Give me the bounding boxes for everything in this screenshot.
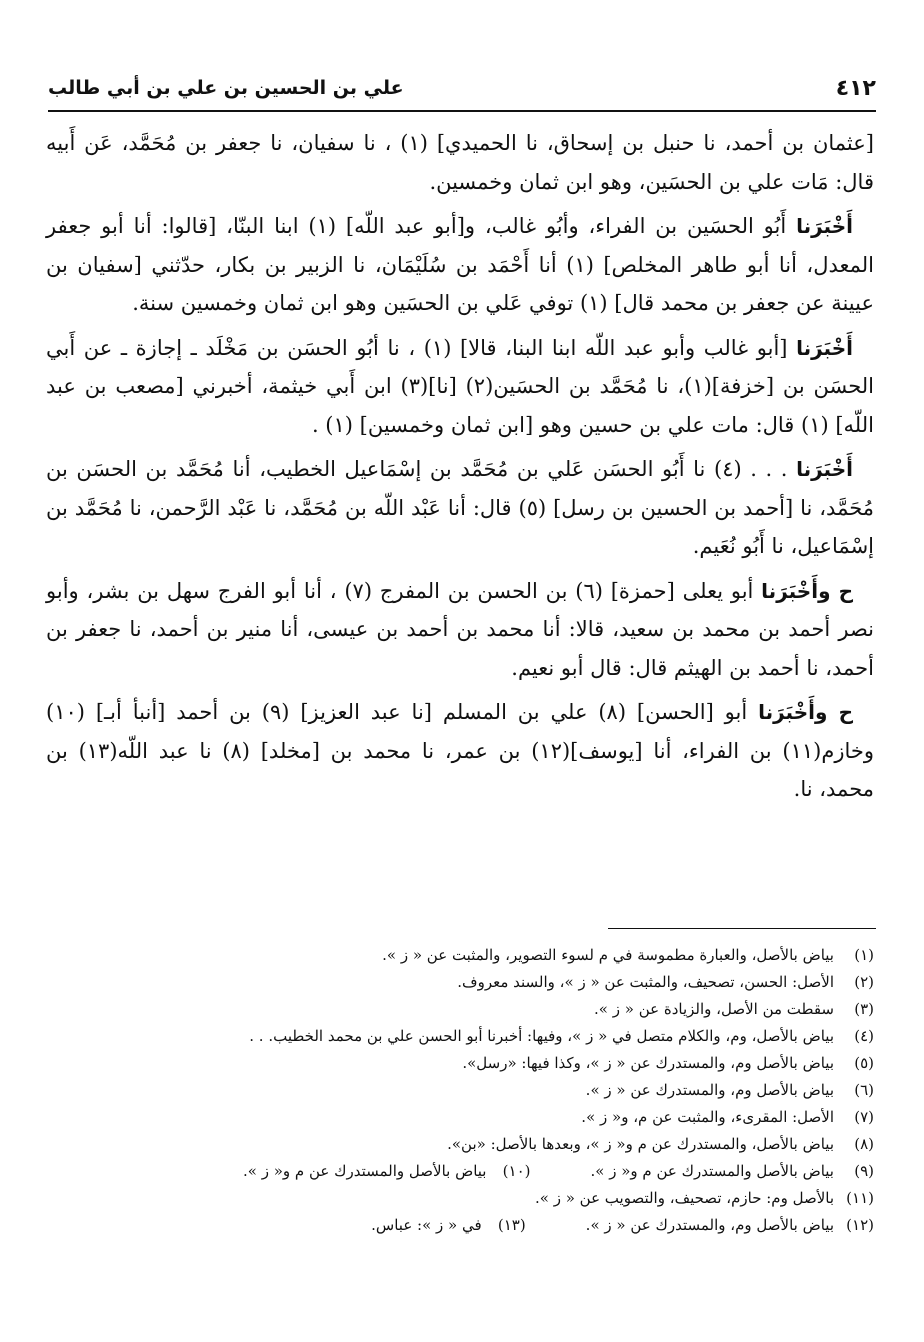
- footnote: [48, 1050, 874, 1077]
- paragraph-lead: أَخْبَرَنا: [796, 335, 853, 360]
- footnote-number: (٤): [854, 1027, 874, 1045]
- paragraph: [46, 693, 874, 809]
- footnote-text: بياض بالأصل وم، والمستدرك عن « ز »، وكذا فيها: «رسل».: [462, 1054, 834, 1072]
- footnote: [48, 1104, 874, 1131]
- footnote-number: (٢): [854, 973, 874, 991]
- footnote-text: بياض بالأصل وم، والمستدرك عن « ز ».: [585, 1216, 834, 1234]
- footnotes: [48, 942, 874, 1239]
- footnote-text: سقطت من الأصل، والزيادة عن « ز ».: [594, 1000, 834, 1018]
- footnote: [48, 1131, 874, 1158]
- footnote: [48, 1212, 874, 1239]
- footnote-number: (٥): [854, 1054, 874, 1072]
- footnote-text: بالأصل وم: حازم، تصحيف، والتصويب عن « ز ».: [534, 1189, 834, 1207]
- paragraph-lead: ح وأَخْبَرَنا: [758, 700, 853, 724]
- footnote-text: الأصل: الحسن، تصحيف، والمثبت عن « ز »، والسند معروف.: [457, 973, 834, 991]
- paragraph-text: أَبُو الحسَين بن الفراء، وأبُو غالب، و[أبو عبد اللّه] (١) ابنا البنّا، [قالوا: أنا أبو جعفر المعدل، أنا أبو طاهر المخلص] (١) أنا أَحْمَد بن سُلَيْمَان، نا الزبير بن بكار، حدّثني [سفيان بن عيينة عن جعفر بن محمد قال] (١) توفي عَلي بن الحسَين وهو ابن ثمان وخمسين سنة.: [46, 214, 874, 315]
- footnote: [48, 1023, 874, 1050]
- paragraph-text: أبو [الحسن] (٨) علي بن المسلم [نا عبد العزيز] (٩) بن أحمد [أنبأ أبـ] (١٠) وخازم(١١) بن الفراء، أنا [يوسف](١٢) بن عمر، نا محمد بن [مخلد] (٨) نا عبد اللّه(١٣) بن محمد، نا.: [46, 700, 874, 801]
- paragraph: [46, 450, 874, 566]
- footnote-number: (٩): [854, 1162, 874, 1180]
- footnote-text: الأصل: المقرىء، والمثبت عن م، و« ز ».: [581, 1108, 834, 1126]
- footnote: [48, 969, 874, 996]
- paragraph-text: [أبو غالب وأبو عبد اللّه ابنا البنا، قالا] (١) ، نا أبُو الحسَن بن مَخْلَد ـ إجازة ـ عن أَبي الحسَن بن [خزفة](١)، نا مُحَمَّد بن الحسَين(٢) [نا](٣) ابن أَبي خيثمة، أخبرني [مصعب بن عبد اللّه] (١) قال: مات علي بن حسين وهو [ابن ثمان وخمسين] (١) .: [46, 335, 874, 437]
- footnote: [48, 942, 874, 969]
- footnote-text: بياض بالأصل والمستدرك عن م و« ز ».: [590, 1162, 834, 1180]
- page-header: [48, 66, 876, 110]
- header-rule: [48, 110, 876, 112]
- footnote-text: بياض بالأصل، وم، والكلام متصل في « ز »، وفيها: أخبرنا أبو الحسن علي بن محمد الخطيب. . .: [249, 1027, 834, 1045]
- footnote: [48, 1185, 874, 1212]
- footnote-text: في « ز »: عباس.: [371, 1216, 482, 1234]
- footnote-text: بياض بالأصل، والعبارة مطموسة في م لسوء التصوير، والمثبت عن « ز ».: [382, 946, 834, 964]
- paragraph-lead: أَخْبَرَنا: [796, 457, 853, 481]
- paragraph-lead: ح وأَخْبَرَنا: [761, 578, 853, 603]
- footnote-number: (٣): [854, 1000, 874, 1018]
- footnote-text: بياض بالأصل، والمستدرك عن م و« ز »، وبعدها بالأصل: «بن».: [447, 1135, 834, 1153]
- footnote-text: بياض بالأصل وم، والمستدرك عن « ز ».: [585, 1081, 834, 1099]
- paragraph-text: [عثمان بن أحمد، نا حنبل بن إسحاق، نا الحميدي] (١) ، نا سفيان، نا جعفر بن مُحَمَّد، عَن أَبيه قال: مَات علي بن الحسَين، وهو ابن ثمان وخمسين.: [46, 131, 874, 194]
- paragraph-lead: أَخْبَرَنا: [796, 214, 853, 238]
- footnote-number: (٨): [854, 1135, 874, 1153]
- footnote-number: (١): [854, 946, 874, 964]
- paragraph-text: أبو يعلى [حمزة] (٦) بن الحسن بن المفرج (٧) ، أنا أبو الفرج سهل بن بشر، وأبو نصر أحمد بن محمد بن سعيد، قالا: أنا محمد بن أحمد بن عيسى، أنا منير بن أحمد، نا جعفر بن أحمد، نا أحمد بن الهيثم قال: قال أبو نعيم.: [46, 578, 874, 680]
- paragraph: [46, 124, 874, 201]
- paragraph: [46, 329, 874, 445]
- footnote: [48, 1077, 874, 1104]
- footnote: [48, 1158, 874, 1185]
- running-title: علي بن الحسين بن علي بن أبي طالب: [48, 77, 404, 99]
- footnote-number: (٦): [854, 1081, 874, 1099]
- footnote-number: (١٣): [497, 1216, 526, 1234]
- paragraph-text: . . . (٤) نا أَبُو الحسَن عَلي بن مُحَمَّد بن إسْمَاعيل الخطيب، أنا مُحَمَّد بن الحسَن بن مُحَمَّد، نا [أحمد بن الحسين بن رسل] (٥) قال: أنا عَبْد اللّه بن مُحَمَّد، نا عَبْد الرَّحمن، نا مُحَمَّد بن إسْمَاعيل، نا أَبُو نُعَيم.: [46, 457, 875, 558]
- footnote-number: (١٠): [502, 1162, 531, 1180]
- footnote-text: بياض بالأصل والمستدرك عن م و« ز ».: [243, 1162, 487, 1180]
- footnote-number: (١٢): [846, 1216, 874, 1234]
- footnote-number: (١١): [846, 1189, 874, 1207]
- paragraph: [46, 207, 874, 323]
- footnote: [48, 996, 874, 1023]
- page-number: ٤١٢: [835, 75, 876, 101]
- paragraph: [46, 572, 874, 688]
- main-text: [46, 124, 874, 815]
- footnote-number: (٧): [854, 1108, 874, 1126]
- footnote-rule: [608, 928, 876, 929]
